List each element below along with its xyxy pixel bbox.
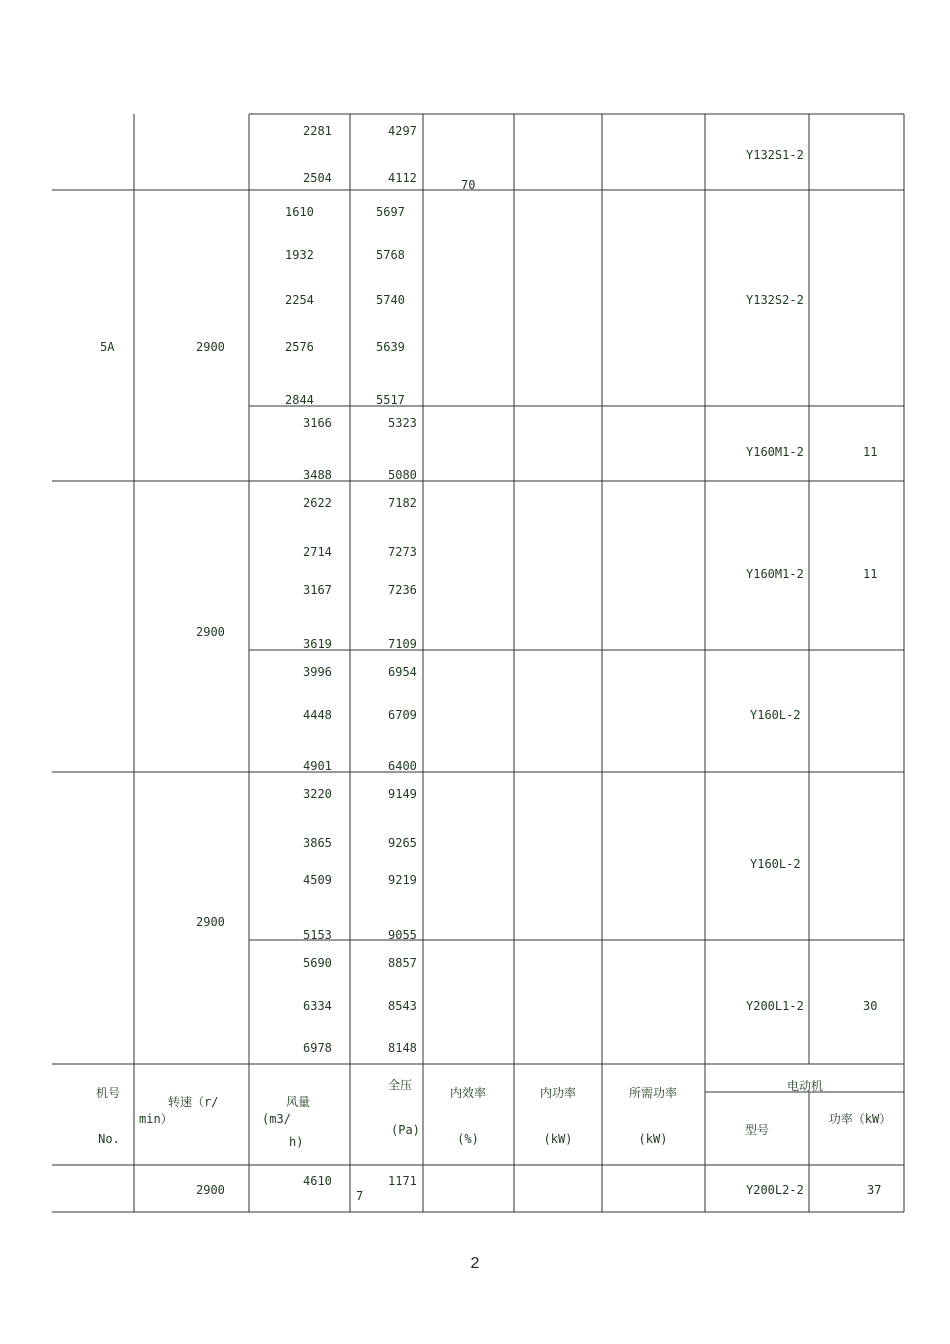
pressure-value: 7109: [388, 637, 417, 651]
header-machine-no: 机号: [95, 1086, 121, 1100]
pressure-value-wrap: 7: [356, 1189, 364, 1203]
motor-power: 11: [863, 445, 878, 459]
pressure-value: 7273: [388, 545, 417, 559]
motor-model: Y160M1-2: [746, 445, 804, 459]
header-motor-power: 功率（kW）: [828, 1112, 892, 1126]
pressure-value: 4112: [388, 171, 417, 185]
header-inner-efficiency-unit: (%): [457, 1132, 479, 1146]
flow-value: 2254: [285, 293, 314, 307]
flow-value: 6334: [303, 999, 332, 1013]
header-speed: 转速（r/: [168, 1095, 219, 1109]
header-motor: 电动机: [786, 1079, 824, 1093]
pressure-value: 8857: [388, 956, 417, 970]
flow-value: 4901: [303, 759, 332, 773]
machine-no: 5A: [100, 340, 115, 354]
flow-value: 6978: [303, 1041, 332, 1055]
header-flow-unit: (m3/: [262, 1112, 291, 1126]
motor-model: Y160L-2: [750, 857, 801, 871]
pressure-value: 5740: [376, 293, 405, 307]
pressure-value: 5517: [376, 393, 405, 407]
pressure-value: 9219: [388, 873, 417, 887]
pressure-value: 5697: [376, 205, 405, 219]
motor-power: 37: [867, 1183, 882, 1197]
header-machine-no-en: No.: [98, 1132, 120, 1146]
flow-value: 3619: [303, 637, 332, 651]
header-speed-unit: min）: [139, 1112, 173, 1126]
flow-value: 2576: [285, 340, 314, 354]
pressure-value: 6400: [388, 759, 417, 773]
pressure-value: 5080: [388, 468, 417, 482]
header-pressure-unit: (Pa): [391, 1123, 420, 1137]
flow-value: 2622: [303, 496, 332, 510]
motor-model: Y132S2-2: [746, 293, 804, 307]
header-motor-model: 型号: [744, 1123, 770, 1137]
pressure-value: 8148: [388, 1041, 417, 1055]
flow-value: 3865: [303, 836, 332, 850]
flow-value: 1610: [285, 205, 314, 219]
motor-model: Y200L1-2: [746, 999, 804, 1013]
flow-value: 4610: [303, 1174, 332, 1188]
flow-value: 2844: [285, 393, 314, 407]
pressure-value: 7182: [388, 496, 417, 510]
header-required-power-unit: (kW): [638, 1132, 668, 1146]
pressure-value: 5323: [388, 416, 417, 430]
pressure-value: 9265: [388, 836, 417, 850]
motor-model: Y200L2-2: [746, 1183, 804, 1197]
pressure-value: 5639: [376, 340, 405, 354]
header-inner-power-unit: (kW): [543, 1132, 573, 1146]
flow-value: 3166: [303, 416, 332, 430]
header-required-power: 所需功率: [628, 1086, 678, 1100]
flow-value: 2504: [303, 171, 332, 185]
flow-value: 4448: [303, 708, 332, 722]
flow-value: 2281: [303, 124, 332, 138]
flow-value: 3996: [303, 665, 332, 679]
flow-value: 5690: [303, 956, 332, 970]
flow-value: 5153: [303, 928, 332, 942]
header-pressure: 全压: [388, 1078, 413, 1092]
flow-value: 3220: [303, 787, 332, 801]
pressure-value: 7236: [388, 583, 417, 597]
pressure-value: 4297: [388, 124, 417, 138]
speed-value: 2900: [196, 340, 225, 354]
flow-value: 3488: [303, 468, 332, 482]
flow-value: 3167: [303, 583, 332, 597]
header-flow: 风量: [286, 1095, 311, 1109]
motor-power: 11: [863, 567, 878, 581]
pressure-value: 8543: [388, 999, 417, 1013]
pressure-value: 5768: [376, 248, 405, 262]
pressure-value: 6954: [388, 665, 417, 679]
header-inner-power: 内功率: [539, 1086, 577, 1100]
speed-value: 2900: [196, 915, 225, 929]
pressure-value: 6709: [388, 708, 417, 722]
header-inner-efficiency: 内效率: [449, 1086, 487, 1100]
page-number: 2: [470, 1255, 480, 1272]
flow-value: 2714: [303, 545, 332, 559]
motor-model: Y132S1-2: [746, 148, 804, 162]
flow-value: 4509: [303, 873, 332, 887]
pressure-value: 9055: [388, 928, 417, 942]
speed-value: 2900: [196, 1183, 225, 1197]
speed-value: 2900: [196, 625, 225, 639]
pressure-value: 9149: [388, 787, 417, 801]
flow-value: 1932: [285, 248, 314, 262]
motor-model: Y160L-2: [750, 708, 801, 722]
header-flow-unit-h: h): [289, 1135, 304, 1149]
pressure-value: 1171: [388, 1174, 417, 1188]
efficiency-value: 70: [461, 178, 476, 192]
motor-power: 30: [863, 999, 878, 1013]
motor-model: Y160M1-2: [746, 567, 804, 581]
